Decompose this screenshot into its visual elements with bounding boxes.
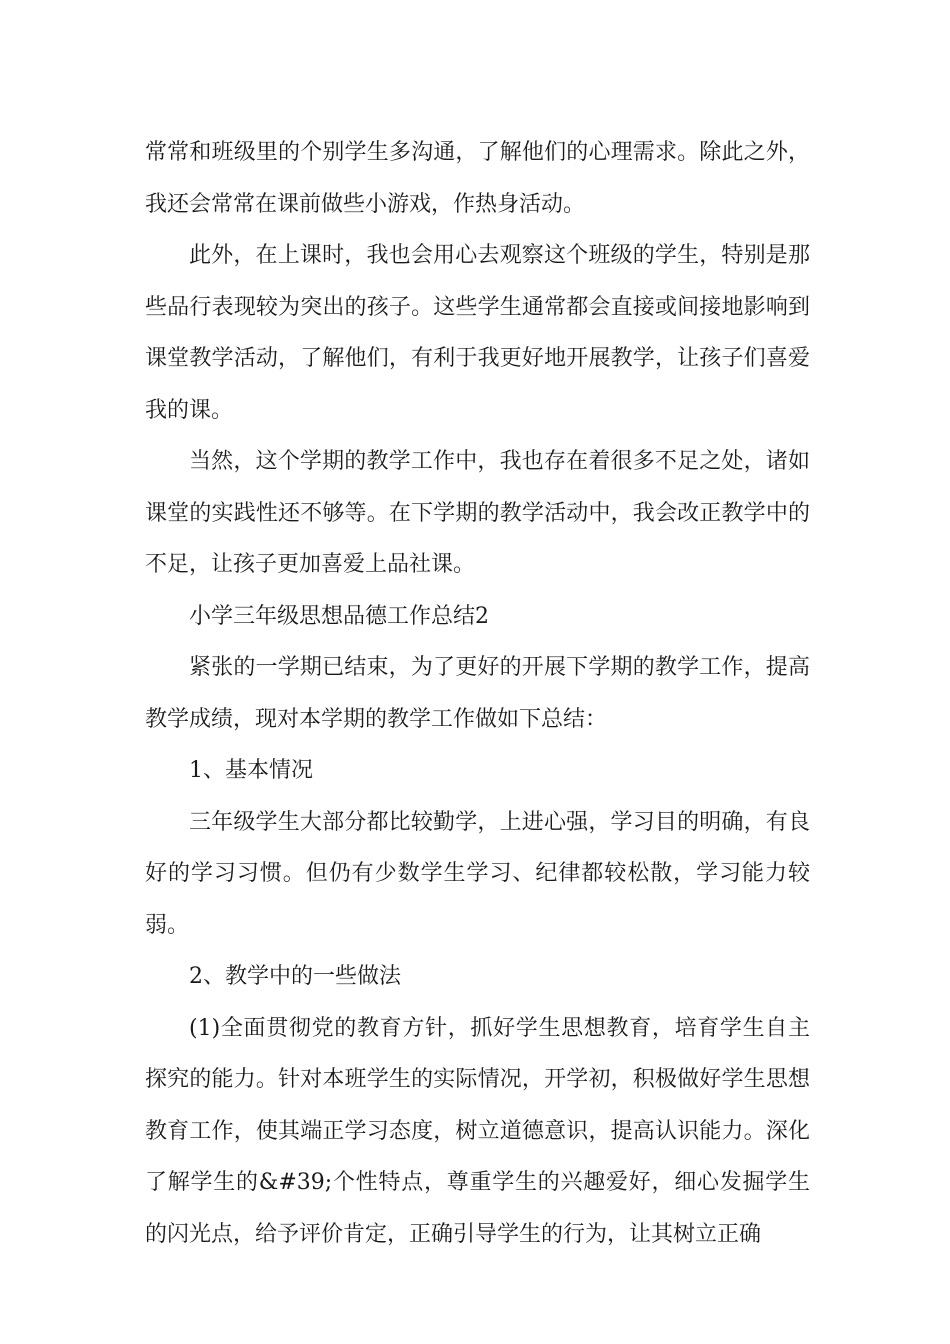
heading-basic-situation: 1、基本情况 [189,758,313,783]
paragraph-shortcomings: 当然，这个学期的教学工作中，我也存在着很多不足之处，诸如课堂的实践性还不够等。在下学期的教学活动中，我会改正教学中的不足，让孩子更加喜爱上品社课。 [145,449,810,577]
document-body [145,127,810,1260]
heading-teaching-methods: 2、教学中的一些做法 [189,964,401,989]
paragraph-teaching-methods: (1)全面贯彻党的教育方针，抓好学生思想教育，培育学生自主探究的能力。针对本班学生的实际情况，开学初，积极做好学生思想教育工作，使其端正学习态度，树立道德意识，提高认识能力。深化了解学生的&#39;个性特点，尊重学生的兴趣爱好，细心发掘学生的闪光点，给予评价肯定，正确引导学生的行为，让其树立正确 [145,1015,810,1247]
paragraph-intro: 紧张的一学期已结束，为了更好的开展下学期的教学工作，提高教学成绩，现对本学期的教学工作做如下总结： [145,655,810,732]
paragraph-basic-situation: 三年级学生大部分都比较勤学，上进心强，学习目的明确，有良好的学习习惯。但仍有少数学生学习、纪律都较松散，学习能力较弱。 [145,809,810,938]
section-title: 小学三年级思想品德工作总结2 [189,603,489,629]
paragraph-observation: 此外，在上课时，我也会用心去观察这个班级的学生，特别是那些品行表现较为突出的孩子。这些学生通常都会直接或间接地影响到课堂教学活动，了解他们，有利于我更好地开展教学，让孩子们喜爱我的课。 [145,243,810,423]
paragraph-continued: 常常和班级里的个别学生多沟通，了解他们的心理需求。除此之外，我还会常常在课前做些小游戏，作热身活动。 [145,140,810,217]
